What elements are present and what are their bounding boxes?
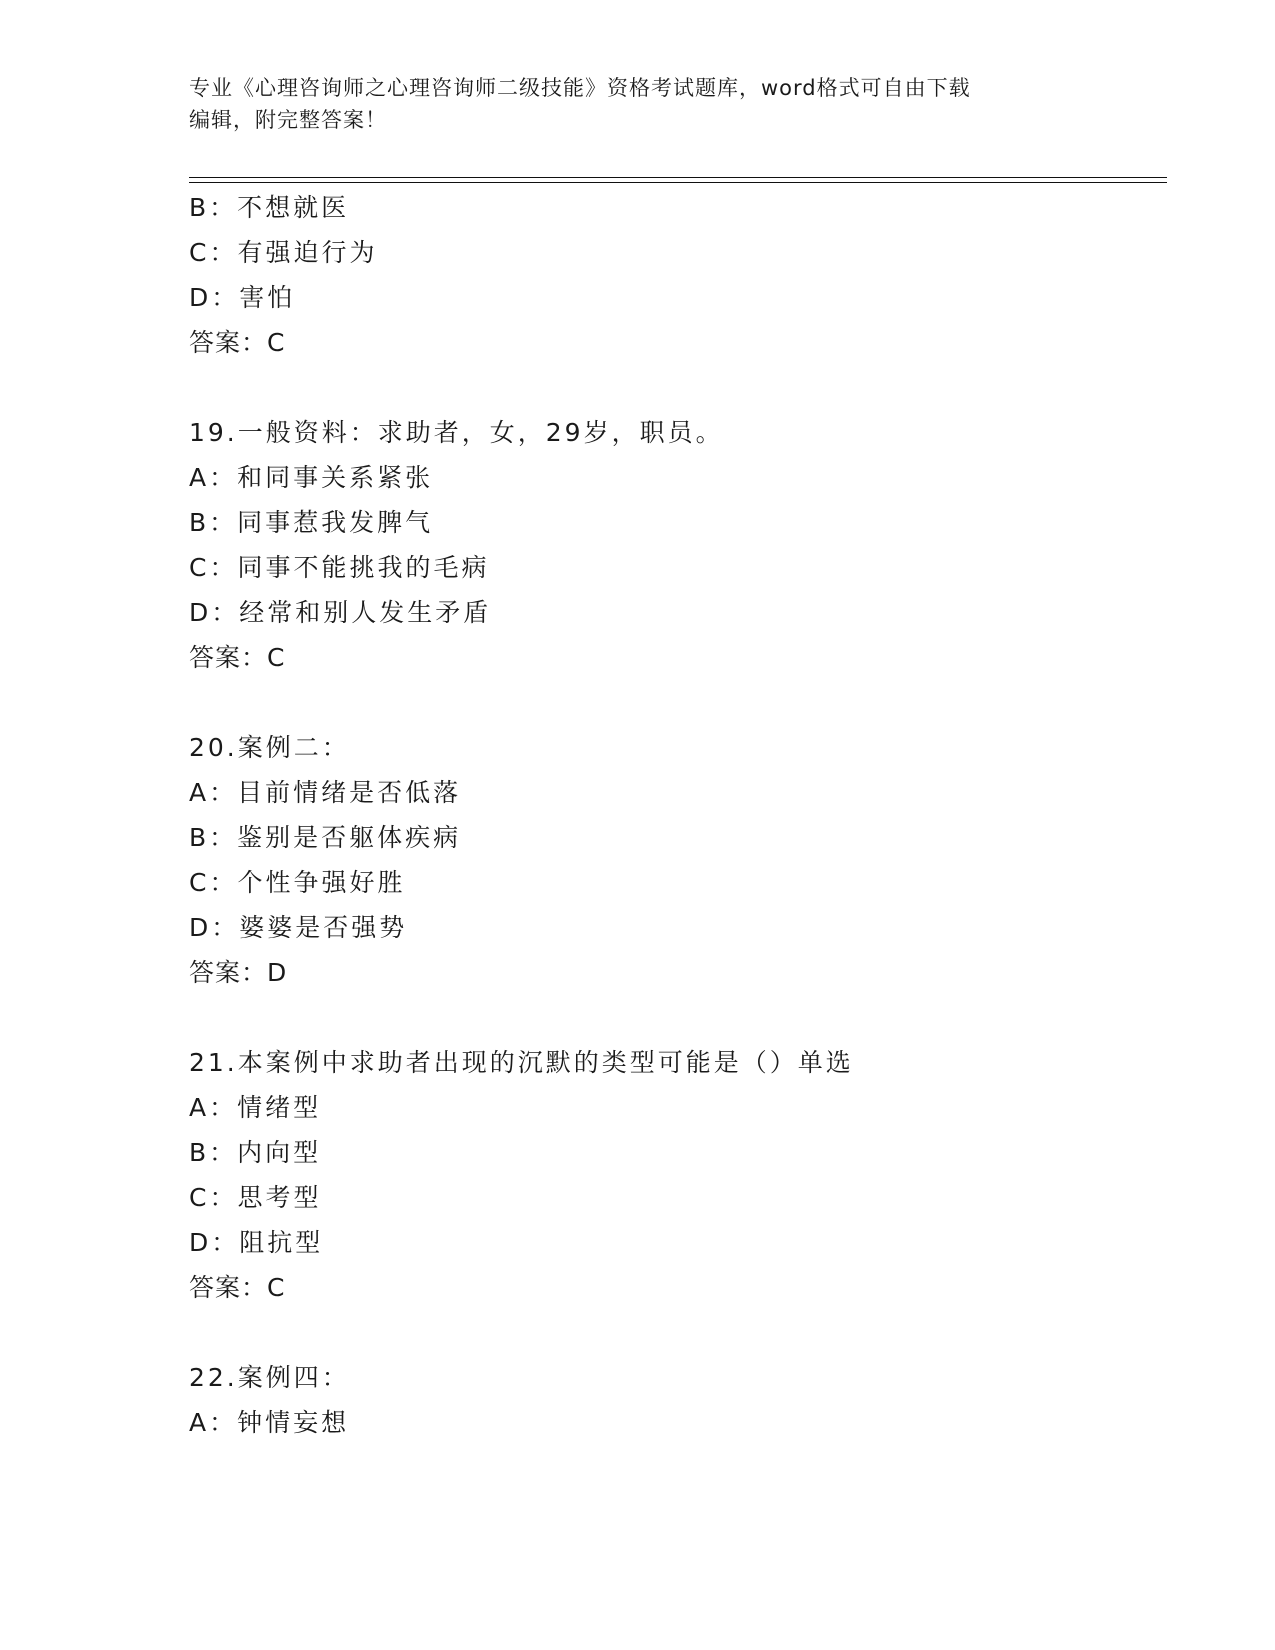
question-stem: 22.案例四： (189, 1363, 350, 1392)
option-c: C：个性争强好胜 (189, 868, 406, 897)
option-a: A：情绪型 (189, 1093, 322, 1122)
option-b: B：不想就医 (189, 193, 350, 222)
answer: 答案：C (189, 643, 286, 672)
option-d: D：阻抗型 (189, 1228, 324, 1257)
question-stem: 21.本案例中求助者出现的沉默的类型可能是（）单选 (189, 1048, 854, 1077)
option-d: D：婆婆是否强势 (189, 913, 408, 942)
option-b: B：同事惹我发脾气 (189, 508, 434, 537)
question-stem: 19.一般资料：求助者，女，29岁，职员。 (189, 418, 724, 447)
option-b: B：鉴别是否躯体疾病 (189, 823, 462, 852)
option-d: D：害怕 (189, 283, 296, 312)
option-c: C：有强迫行为 (189, 238, 378, 267)
option-a: A：和同事关系紧张 (189, 463, 434, 492)
option-c: C：思考型 (189, 1183, 322, 1212)
answer: 答案：C (189, 328, 286, 357)
answer: 答案：D (189, 958, 288, 987)
option-c: C：同事不能挑我的毛病 (189, 553, 490, 582)
header-line-2: 编辑，附完整答案！ (189, 108, 387, 132)
question-stem: 20.案例二： (189, 733, 350, 762)
header-divider-top (189, 177, 1167, 178)
header-divider-bottom (189, 182, 1167, 183)
option-a: A：目前情绪是否低落 (189, 778, 462, 807)
answer: 答案：C (189, 1273, 286, 1302)
page-header (189, 72, 1089, 136)
header-line-1: 专业《心理咨询师之心理咨询师二级技能》资格考试题库，word格式可自由下载 (189, 76, 971, 100)
option-b: B：内向型 (189, 1138, 322, 1167)
option-a: A：钟情妄想 (189, 1408, 350, 1437)
option-d: D：经常和别人发生矛盾 (189, 598, 492, 627)
